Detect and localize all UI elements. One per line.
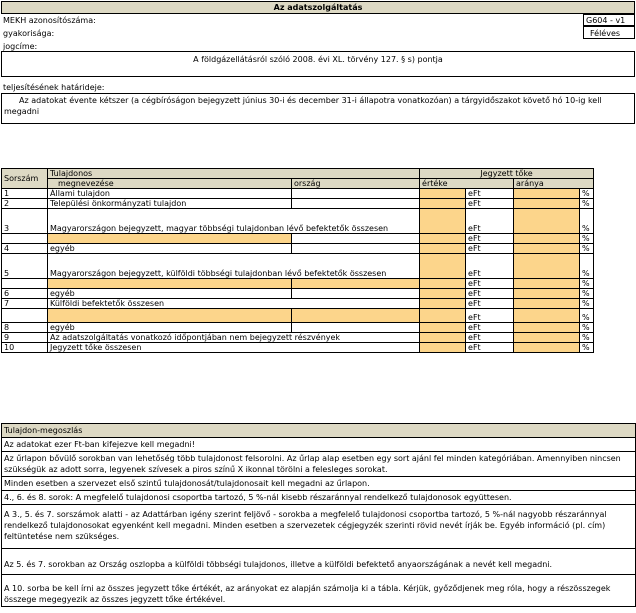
frequency-value: Féléves [590,29,621,38]
frequency-label: gyakorisága: [3,29,55,38]
table-row [2,254,594,279]
ratio-input[interactable] [514,234,580,244]
table-row-expandable [2,279,594,289]
unit-eft: eFt [466,189,514,199]
row-number: 2 [2,199,48,209]
table-row [2,244,594,254]
row-label: egyéb [48,289,292,299]
ratio-input[interactable] [514,343,580,353]
unit-eft: eFt [466,323,514,333]
row-label: Az adatszolgáltatás vonatkozó időpontjában nem bejegyzett részvények [48,333,420,343]
unit-pct: % [580,323,594,333]
row-number: 3 [2,209,48,234]
country-cell [292,244,420,254]
col-header-tulajdonos: Tulajdonos [48,169,420,179]
note-item: A 3., 5. és 7. sorszámok alatti - az Adattárban igény szerint feljövő - sorokba a megfelelő tulajdonosi csoportba tartozó, 5 %-nál nagyobb részaránnyal rendelkező tulajdonosokat egyenként kell megadni. Minden esetben a szervezetek cégjegyzék szerinti rövid nevét írják be. Egyéb információ (pl. cím) feltüntetése nem szükséges. [2,505,636,549]
row-label: Települési önkormányzati tulajdon [48,199,292,209]
note-item: Az adatokat ezer Ft-ban kifejezve kell megadni! [2,438,636,452]
owner-name-input[interactable] [48,309,292,323]
table-row [2,209,594,234]
row-number: 6 [2,289,48,299]
unit-pct: % [580,333,594,343]
row-label: Magyarországon bejegyzett, külföldi többségi tulajdonban lévő befektetők összesen [48,254,420,279]
ratio-input[interactable] [514,323,580,333]
table-row [2,323,594,333]
table-row [2,189,594,199]
ratio-input[interactable] [514,289,580,299]
value-input[interactable] [420,299,466,309]
note-item: A 10. sorba be kell írni az összes jegyzett tőke értékét, az arányokat ez alapján számolja ki a tábla. Kérjük, győződjenek meg róla, hogy a részösszegek összege megegyezik az összes jegyzett tőke értékével. [2,575,636,607]
ratio-input[interactable] [514,299,580,309]
row-label: Jegyzett tőke összesen [48,343,420,353]
country-cell [292,289,420,299]
row-number: 5 [2,254,48,279]
row-number: 4 [2,244,48,254]
unit-eft: eFt [466,244,514,254]
owner-name-input[interactable] [48,234,292,244]
deadline-label: teljesítésének határideje: [3,83,105,92]
row-label: Magyarországon bejegyzett, magyar többségi tulajdonban lévő befektetők összesen [48,209,420,234]
note-item: Minden esetben a szervezet első szintű tulajdonosát/tulajdonosait kell megadni az űrlapon. [2,477,636,491]
value-input[interactable] [420,279,466,289]
notes-title: Tulajdon-megoszlás [2,424,636,438]
unit-eft: eFt [466,343,514,353]
country-input[interactable] [292,279,420,289]
col-header-erteke: értéke [420,179,514,189]
note-item: 4., 6. és 8. sorok: A megfelelő tulajdonosi csoportba tartozó, 5 %-nál kisebb részaránnyal rendelkező tulajdonosok együttesen. [2,491,636,505]
row-number-empty [2,279,48,289]
ratio-input[interactable] [514,279,580,289]
row-number-empty [2,234,48,244]
value-input[interactable] [420,289,466,299]
table-row [2,199,594,209]
unit-pct: % [580,279,594,289]
note-item: Az űrlapon bővülő sorokban van lehetőség több tulajdonost felsorolni. Az űrlap alap esetben egy sort ajánl fel minden kategóriában. Amennyiben nincsen szükségük az adott sorra, legyenek szívesek a piros színű X ikonnal törölni a felesleges sorokat. [2,452,636,477]
deadline-text: Az adatokat évente kétszer (a cégbíróságon bejegyzett június 30-i és december 31-i állapotra vonatkozóan) a tárgyidőszakot követő hó 10-ig kell megadni [4,96,602,116]
unit-pct: % [580,343,594,353]
row-number: 1 [2,189,48,199]
value-input[interactable] [420,333,466,343]
ratio-input[interactable] [514,209,580,234]
col-header-aranya: aránya [514,179,594,189]
table-row-expandable [2,309,594,323]
unit-eft: eFt [466,199,514,209]
value-input[interactable] [420,343,466,353]
unit-pct: % [580,289,594,299]
country-cell [292,323,420,333]
unit-eft: eFt [466,279,514,289]
unit-eft: eFt [466,299,514,309]
unit-pct: % [580,189,594,199]
unit-pct: % [580,309,594,323]
ratio-input[interactable] [514,333,580,343]
row-number: 8 [2,323,48,333]
table-row [2,299,594,309]
unit-eft: eFt [466,209,514,234]
owner-name-input[interactable] [48,279,292,289]
row-number: 10 [2,343,48,353]
ratio-input[interactable] [514,199,580,209]
mekh-label: MEKH azonosítószáma: [3,16,96,25]
legal-text: A földgázellátásról szóló 2008. évi XL. törvény 127. § s) pontja [193,55,443,64]
row-label: Állami tulajdon [48,189,292,199]
table-row [2,289,594,299]
table-row-expandable [2,234,594,244]
ratio-input[interactable] [514,309,580,323]
unit-eft: eFt [466,309,514,323]
header-title: Az adatszolgáltatás [1,1,635,14]
value-input[interactable] [420,209,466,234]
ratio-input[interactable] [514,189,580,199]
value-input[interactable] [420,244,466,254]
unit-pct: % [580,209,594,234]
value-input[interactable] [420,189,466,199]
legal-label: jogcíme: [3,42,38,51]
row-label: Külföldi befektetők összesen [48,299,420,309]
value-input[interactable] [420,323,466,333]
unit-pct: % [580,199,594,209]
unit-pct: % [580,244,594,254]
notes-table [1,423,636,607]
value-input[interactable] [420,309,466,323]
unit-pct: % [580,254,594,279]
country-cell [292,189,420,199]
country-cell [292,234,420,244]
row-label: egyéb [48,323,292,333]
value-input[interactable] [420,199,466,209]
ownership-table [1,168,594,353]
unit-eft: eFt [466,234,514,244]
unit-pct: % [580,234,594,244]
table-row [2,343,594,353]
row-number: 7 [2,299,48,309]
country-input[interactable] [292,309,420,323]
col-header-megnevezese: megnevezése [48,179,292,189]
value-input[interactable] [420,234,466,244]
col-header-orszag: ország [292,179,420,189]
table-row [2,333,594,343]
value-input[interactable] [420,254,466,279]
note-item: Az 5. és 7. sorokban az Ország oszlopba a külföldi többségi tulajdonos, illetve a külföldi befektető anyaországának a nevét kell megadni. [2,549,636,575]
col-header-sorszam: Sorszám [2,169,48,189]
mekh-value: G604 - v1 [586,16,626,25]
row-number: 9 [2,333,48,343]
ratio-input[interactable] [514,254,580,279]
unit-eft: eFt [466,289,514,299]
unit-eft: eFt [466,254,514,279]
unit-pct: % [580,299,594,309]
row-number-empty [2,309,48,323]
country-cell [292,199,420,209]
ratio-input[interactable] [514,244,580,254]
row-label: egyéb [48,244,292,254]
unit-eft: eFt [466,333,514,343]
col-header-jegyzett: Jegyzett tőke [420,169,594,179]
